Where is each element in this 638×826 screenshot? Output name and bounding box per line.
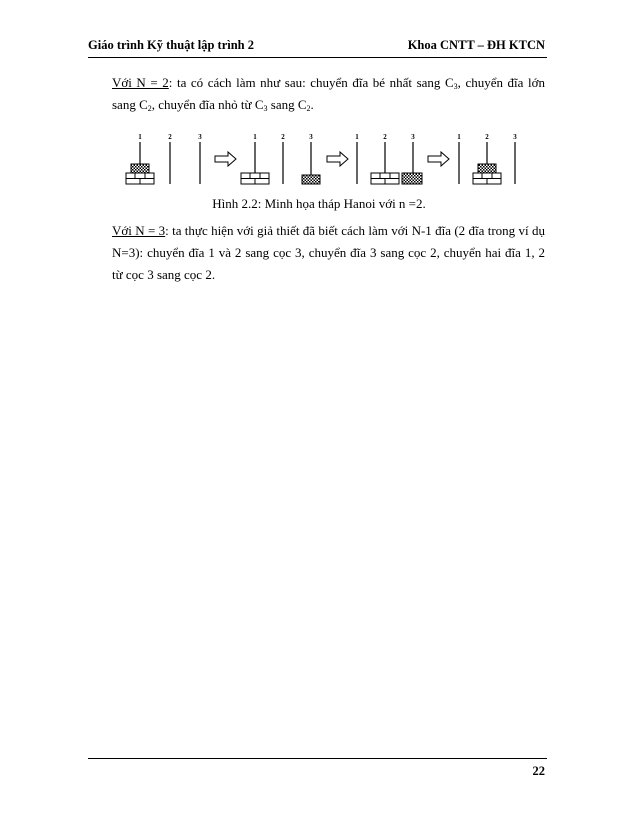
figure-caption: Hình 2.2: Minh họa tháp Hanoi với n =2.	[212, 196, 426, 211]
case-n3-label: Với N = 3	[112, 223, 166, 238]
peg-label: 3	[411, 133, 415, 141]
peg-label: 1	[138, 133, 142, 141]
paragraph-n2: Với N = 2: ta có cách làm như sau: chuyển đĩa bé nhất sang $C_3$, chuyển đĩa lớn sang $C_2$, chuyển đĩa nhỏ từ $C_3$ sang $C_2$.	[112, 75, 545, 113]
arrow-right-icon	[428, 152, 449, 166]
small-disk	[402, 173, 422, 184]
page-footer	[88, 758, 547, 778]
case-n2-label: Với N = 2	[112, 75, 169, 90]
peg-label: 1	[253, 133, 257, 141]
peg-label: 3	[198, 133, 202, 141]
hanoi-state-1	[126, 133, 202, 184]
paragraph-n3: Với N = 3: ta thực hiện với giả thiết đã biết cách làm với N-1 đĩa (2 đĩa trong ví dụ N=3): chuyển đĩa 1 và 2 sang cọc 3, chuyển đĩa 3 sang cọc 2, chuyển hai đĩa 1, 2 từ cọc 3 sang cọc 2.	[112, 223, 545, 282]
header-course-title: Giáo trình Kỹ thuật lập trình 2	[88, 38, 254, 52]
peg-label: 2	[485, 133, 489, 141]
hanoi-state-2	[241, 133, 320, 184]
large-disk	[371, 173, 399, 184]
large-disk	[473, 173, 501, 184]
large-disk	[126, 173, 154, 184]
peg-label: 2	[281, 133, 285, 141]
small-disk	[131, 164, 149, 173]
peg-label: 3	[513, 133, 517, 141]
peg-label: 1	[355, 133, 359, 141]
peg-label: 2	[383, 133, 387, 141]
small-disk	[478, 164, 496, 173]
hanoi-figure	[120, 130, 530, 190]
peg-label: 2	[168, 133, 172, 141]
arrow-right-icon	[327, 152, 348, 166]
hanoi-state-3	[355, 133, 422, 184]
small-disk	[302, 175, 320, 184]
large-disk	[241, 173, 269, 184]
page-number: 22	[532, 764, 545, 778]
peg-label: 3	[309, 133, 313, 141]
arrow-right-icon	[215, 152, 236, 166]
header-faculty: Khoa CNTT – ĐH KTCN	[407, 38, 545, 52]
hanoi-state-4	[457, 133, 517, 184]
peg-label: 1	[457, 133, 461, 141]
page-header	[88, 37, 547, 58]
